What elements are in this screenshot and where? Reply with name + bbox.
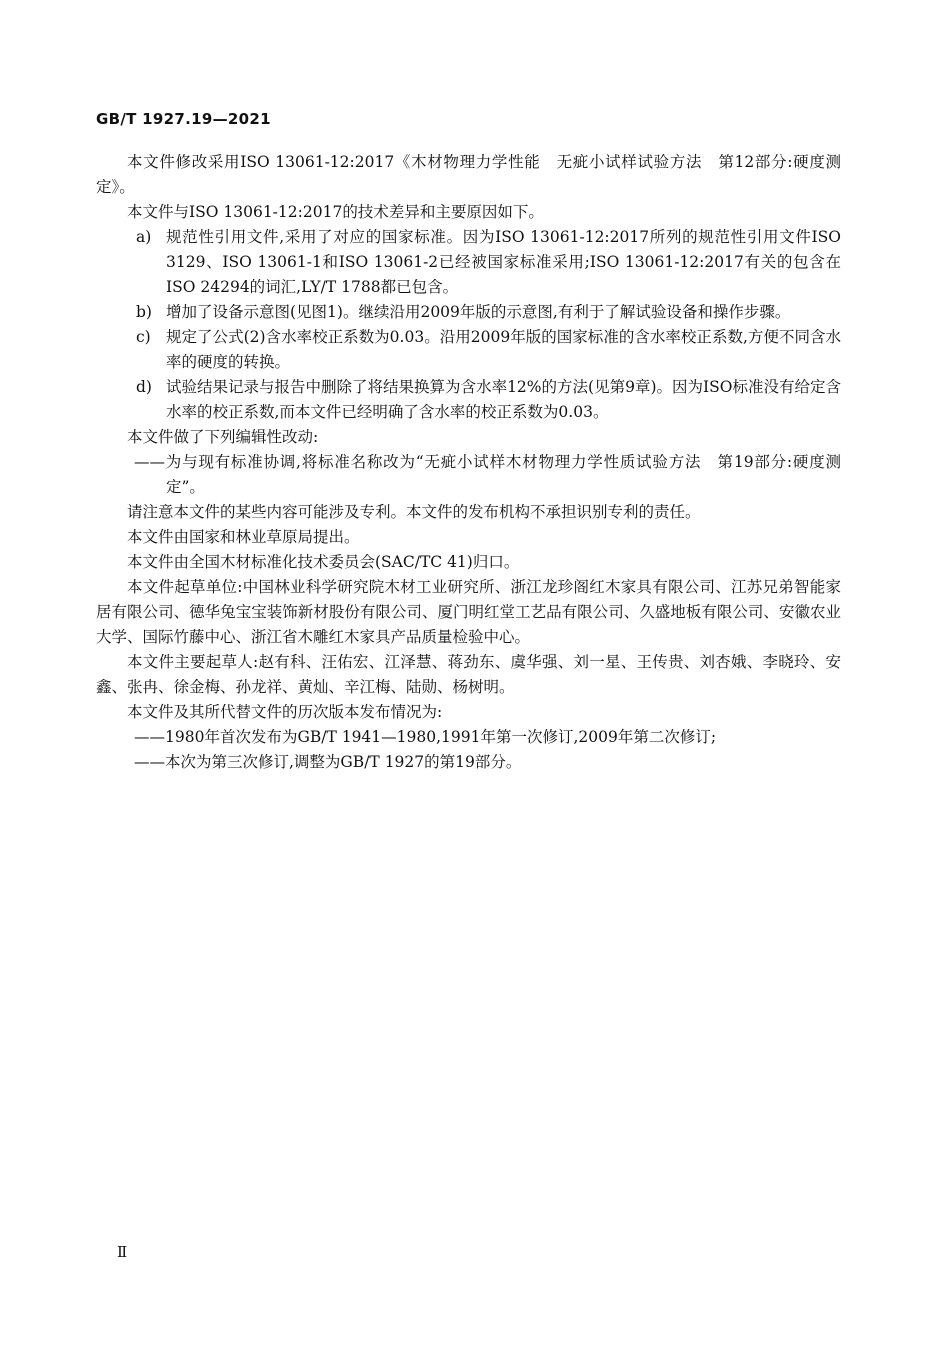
list-item-text: 规范性引用文件,采用了对应的国家标准。因为ISO 13061-12:2017所列的规范性引用文件ISO 3129、ISO 13061-1和ISO 13061-2已经被国家标准采用;ISO 13061-12:2017有关的包含在ISO 24294的词汇,LY/T 1788都已包含。 [166, 228, 841, 296]
drafters-paragraph: 本文件主要起草人:赵有科、汪佑宏、江泽慧、蒋劲东、虞华强、刘一星、王传贵、刘杏娥、李晓玲、安鑫、张冉、徐金梅、孙龙祥、黄灿、辛江梅、陆勋、杨树明。 [96, 653, 841, 696]
foreword-body [96, 150, 841, 775]
history-item: ——本次为第三次修订,调整为GB/T 1927的第19部分。 [134, 753, 522, 771]
list-item-label: c) [136, 328, 151, 346]
list-item-text: 规定了公式(2)含水率校正系数为0.03。沿用2009年版的国家标准的含水率校正系数,方便不同含水率的硬度的转换。 [166, 328, 841, 371]
proposer-paragraph: 本文件由国家和林业草原局提出。 [127, 528, 360, 546]
patent-notice: 请注意本文件的某些内容可能涉及专利。本文件的发布机构不承担识别专利的责任。 [127, 503, 701, 521]
adoption-paragraph: 本文件修改采用ISO 13061-12:2017《木材物理力学性能 无疵小试样试验方法 第12部分:硬度测定》。 [96, 153, 841, 196]
history-intro: 本文件及其所代替文件的历次版本发布情况为: [127, 703, 443, 721]
history-item: ——1980年首次发布为GB/T 1941—1980,1991年第一次修订,2009年第二次修订; [134, 728, 717, 746]
committee-paragraph: 本文件由全国木材标准化技术委员会(SAC/TC 41)归口。 [127, 553, 520, 571]
editorial-change: ——为与现有标准协调,将标准名称改为“无疵小试样木材物理力学性质试验方法 第19部分:硬度测定”。 [134, 453, 841, 496]
list-item-label: d) [136, 378, 152, 396]
list-item-text: 增加了设备示意图(见图1)。继续沿用2009年版的示意图,有利于了解试验设备和操作步骤。 [166, 303, 791, 321]
page-number: Ⅱ [117, 1243, 128, 1261]
drafting-units-paragraph: 本文件起草单位:中国林业科学研究院木材工业研究所、浙江龙珍阁红木家具有限公司、江苏兄弟智能家居有限公司、德华兔宝宝装饰新材股份有限公司、厦门明红堂工艺品有限公司、久盛地板有限公司、安徽农业大学、国际竹藤中心、浙江省木雕红木家具产品质量检验中心。 [96, 578, 841, 646]
standard-code: GB/T 1927.19—2021 [96, 110, 271, 128]
list-item [96, 300, 841, 325]
editorial-intro: 本文件做了下列编辑性改动: [127, 428, 319, 446]
list-item-text: 试验结果记录与报告中删除了将结果换算为含水率12%的方法(见第9章)。因为ISO标准没有给定含水率的校正系数,而本文件已经明确了含水率的校正系数为0.03。 [166, 378, 841, 421]
list-item-label: b) [136, 303, 152, 321]
list-item [96, 225, 841, 300]
list-item [96, 375, 841, 425]
list-item [96, 325, 841, 375]
list-item-label: a) [136, 228, 152, 246]
differences-intro: 本文件与ISO 13061-12:2017的技术差异和主要原因如下。 [127, 203, 544, 221]
